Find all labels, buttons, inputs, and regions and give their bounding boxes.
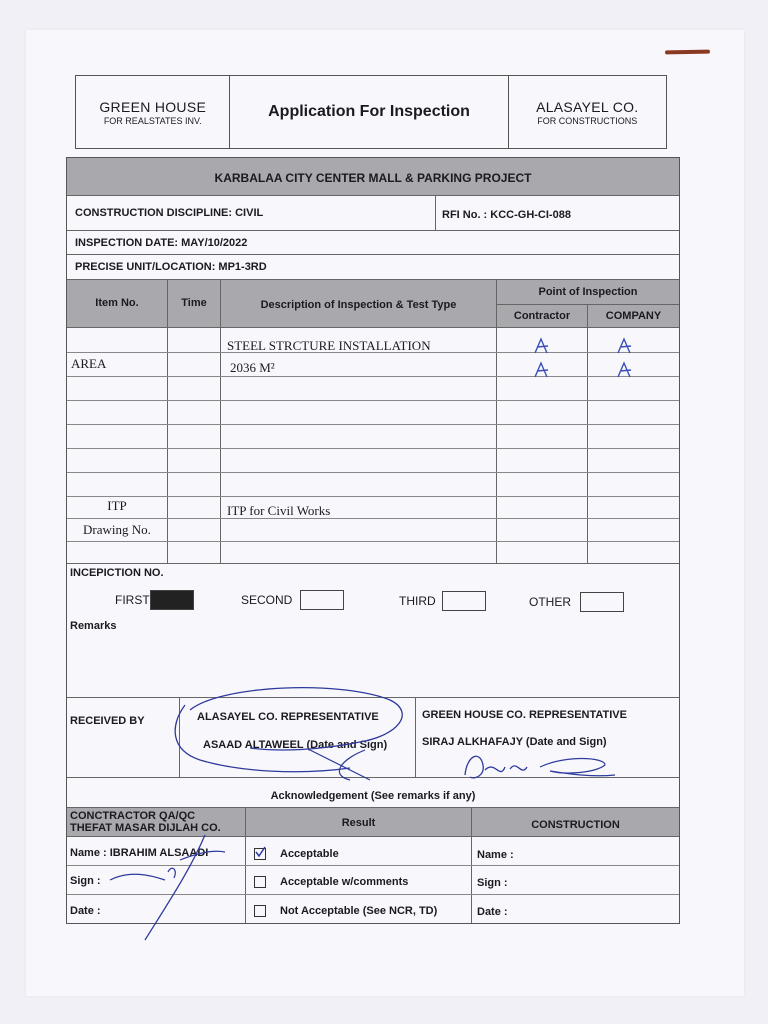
greenhouse-name: GREEN HOUSE [99,98,207,115]
col-contractor: Contractor [513,310,571,322]
greenhouse-representative: GREEN HOUSE CO. REPRESENTATIVE [422,709,627,721]
check-icon [254,846,266,858]
col-description: Description of Inspection & Test Type [260,299,457,311]
other-label: OTHER [529,595,571,609]
contractor-mark-1 [532,336,552,356]
rfi-number: RFI No. : KCC-GH-CI-088 [442,209,571,221]
greenhouse-tagline: FOR REALSTATES INV. [103,115,202,126]
pen-mark [665,50,710,55]
third-label: THIRD [399,594,436,608]
contractor-sign: Sign : [70,875,101,887]
greenhouse-logo-block [76,76,230,148]
construction-date: Date : [477,906,508,918]
inspection-date: INSPECTION DATE: MAY/10/2022 [75,237,248,249]
contractor-qaqc-label [70,810,221,834]
received-by-label: RECEIVED BY [70,715,145,727]
second-checkbox[interactable] [300,590,344,610]
contractor-mark-2 [532,360,552,380]
contractor-name: Name : IBRAHIM ALSAADI [70,847,209,859]
inspection-remarks-section [67,564,679,698]
construction-name: Name : [477,849,514,861]
discipline-row [67,196,679,231]
inspection-no-label: INCEPICTION NO. [70,567,164,579]
inspection-items-table [67,328,679,564]
acknowledgement-label: Acknowledgement (See remarks if any) [270,790,476,802]
company-mark-2 [615,360,635,380]
acceptable-comments-checkbox[interactable] [254,876,266,888]
date-row [67,231,679,255]
col-company: COMPANY [605,310,662,322]
title-block [230,76,508,148]
construction-header: CONSTRUCTION [531,819,620,831]
item-drawing-no: Drawing No. [83,522,151,537]
greenhouse-rep-name: SIRAJ ALKHAFAJY (Date and Sign) [422,736,607,748]
item-area: AREA [71,356,107,371]
first-label: FIRST [115,593,150,607]
acceptable-comments-label: Acceptable w/comments [280,876,409,888]
table-header [67,280,679,328]
first-checkbox[interactable] [150,590,194,610]
item-itp: ITP [107,498,127,513]
alasayel-name: ALASAYEL CO. [536,98,639,115]
other-checkbox[interactable] [580,592,624,612]
second-label: SECOND [241,593,293,607]
received-by-section [67,698,679,778]
acceptable-label: Acceptable [280,848,339,860]
col-time: Time [181,297,207,309]
precise-location: PRECISE UNIT/LOCATION: MP1-3RD [75,261,267,273]
project-title: KARBALAA CITY CENTER MALL & PARKING PROJECT [214,171,532,185]
alasayel-logo-block [509,76,666,148]
description-area: 2036 M² [230,360,275,375]
not-acceptable-checkbox[interactable] [254,905,266,917]
col-point-of-inspection: Point of Inspection [538,286,638,298]
not-acceptable-label: Not Acceptable (See NCR, TD) [280,905,438,917]
contractor-qaqc-line2: THEFAT MASAR DIJLAH CO. [70,822,221,834]
description-itp: ITP for Civil Works [227,503,331,518]
col-item-no: Item No. [95,297,139,309]
acknowledgement-row [67,778,679,808]
alasayel-representative: ALASAYEL CO. REPRESENTATIVE [197,711,379,723]
form-header [75,75,667,149]
location-row [67,255,679,280]
project-row [67,158,679,196]
company-mark-1 [615,336,635,356]
construction-sign: Sign : [477,877,508,889]
description-steel-structure: STEEL STRCTURE INSTALLATION [227,338,431,353]
acceptable-checkbox[interactable] [254,848,266,860]
alasayel-tagline: FOR CONSTRUCTIONS [537,115,638,126]
remarks-label: Remarks [70,620,117,632]
inspection-form [66,157,680,924]
result-header: Result [341,817,376,829]
third-checkbox[interactable] [442,591,486,611]
contractor-date: Date : [70,905,101,917]
form-title: Application For Inspection [268,103,470,120]
alasayel-rep-name: ASAAD ALTAWEEL (Date and Sign) [203,739,388,751]
acknowledgement-table [67,808,679,923]
construction-discipline: CONSTRUCTION DISCIPLINE: CIVIL [75,207,264,219]
contractor-qaqc-line1: CONCTRACTOR QA/QC [70,810,196,822]
